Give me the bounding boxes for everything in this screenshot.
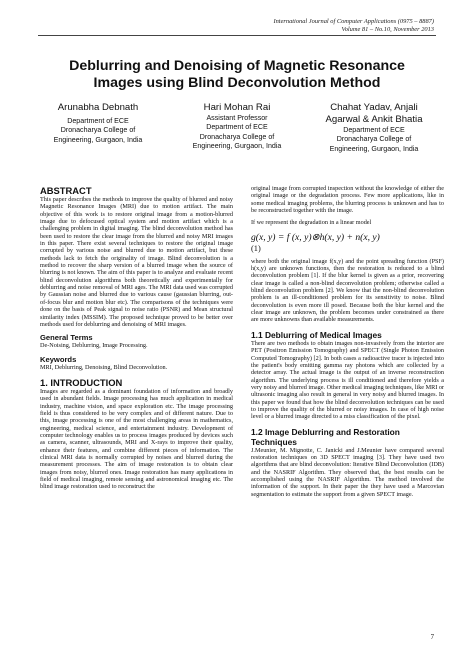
author-block-1 — [36, 102, 160, 145]
abstract-text: This paper describes the methods to improve the quality of blurred and noisy Magnetic Resonance Images (MRI) due to motion artifact. The main objective of this work is to restore original image from a motion-blurred image due to defocused optical system and motion artifact which is a challenging problem in digital imaging. The blind deconvolution method has been used to restore the clear image from the blurred and noisy MRI images in this paper. There exist several techniques to restore the original image corrupted by various noise and blurred due to motion artifact, but these methods lack to fetch the originality of image. Blind deconvolution is a method to recover the sharp version of a blurred image when the source of blurring is not known. The aim of this paper is to analyze and evaluate recent blind deconvolution algorithms both theoretically and experimentally for deblurring and noise removal of MRI ages. The MRI data used was corrupted by Gaussian noise and blurred due to various cause (gaussian blurring, out-of-focus blur and motion blur etc). The comparisons of the techniques were done on the basis of Peak signal to noise ratio (PSNR) and Mean structural similarity index (MSSIM). The proposed technique proved to be better over methods used for deblurring and denoising of MRI images. — [40, 196, 233, 328]
body-paragraph: J.Meunier, M. Mignotte, C. Janicki and J.Meunier have compared several restoration techniques on 3D SPECT imaging [3]. They have used two algorithms that are blind deconvolution: Iterative Blind Deconvolution (IDB) and the NASRIF Algorithm. They observed that, the best results can be accomplished using the NASRIF Algorithm. The method involved the information of the support. In their paper the they have used a Marcovian segmentation to estimate the support from a given SPECT image. — [251, 446, 444, 498]
body-paragraph: If we represent the degradation in a linear model — [251, 219, 372, 227]
author-affiliation: Dronacharya College of — [199, 132, 275, 141]
author-affiliation: Dronacharya College of — [336, 135, 412, 144]
right-column — [251, 185, 444, 498]
introduction-text: Images are regarded as a dominant foundation of information and broadly used in abundant fields. Image processing has much application in medical industry, machine vision, and space exploration etc. The image processing field is thus considered to be very complex and of different nature. Due to this, image processing is one of the most challenging areas in mathematics, engineering, medical science, and entertainment industry. Development of computer technology enables us to process images produced by devices such as camera, scanner, ultrasounds, MRI and X-rays to improve their quality, enhance their features, and combine different pieces of information. The clinical MRI data is normally corrupted by noises and blurred during the measurement processes. The aim of image restoration is to obtain clear images from noisy, blurred ones. Image restoration has many applications in field of medical imaging, remote sensing and astronomical imaging etc. The blind image restoration used to reconstruct the — [40, 387, 233, 491]
author-role: Assistant Professor — [206, 114, 268, 122]
header-rule — [38, 35, 436, 36]
general-terms-text: De-Noising, Deblurring, Image Processing. — [40, 342, 148, 350]
volume-info: Volume 81 – No.10, November 2013 — [341, 26, 434, 33]
author-name: Arunabha Debnath — [57, 102, 139, 113]
paper-title — [30, 58, 444, 92]
author-name: Chahat Yadav, Anjali — [330, 102, 418, 113]
equation-number: (1) — [251, 243, 261, 253]
keywords-heading: Keywords — [40, 354, 77, 364]
author-affiliation-2: Engineering, Gurgaon, India — [53, 135, 143, 144]
general-terms-heading: General Terms — [40, 333, 93, 343]
body-paragraph: where both the original image f(x,y) and the point spreading function (PSF) h(x,y) are unknown functions, then the restoration is reduced to a blind deconvolution problem [1]. If the blur kernel is given as a prior, recovering clear image is called a non-blind deconvolution problem; otherwise called a blind deconvolution problem [2]. We know that the non-blind deconvolution problem is an ill-conditioned problem for its sensitivity to noise. Blind deconvolution is even more ill posed. Because both the blur kernel and the clear image are unknown, the problem becomes under constrained as there are more unknowns than available measurements. — [251, 257, 444, 324]
author-affiliation-2: Engineering, Gurgaon, India — [329, 144, 419, 153]
author-block-3 — [308, 102, 440, 154]
author-dept: Department of ECE — [343, 126, 405, 134]
section-heading-1-2: 1.2 Image Deblurring and Restoration — [251, 426, 400, 437]
author-name: Hari Mohan Rai — [203, 102, 271, 113]
author-affiliation: Dronacharya College of — [60, 126, 136, 135]
journal-name: International Journal of Computer Applications (0975 – 8887) — [273, 18, 434, 25]
equation: g(x, y) = f (x, y)⊗h(x, y) + n(x, y) — [251, 231, 380, 243]
body-paragraph: There are two methods to obtain images non-invasively from the interior are PET (Positron Emission Tomography) and SPECT (Single Photon Emission Computed Tomography) [2]. In both cases a radioactive tracer is injected into the patient's body emitting gamma ray photons which are collected by a detector array. The actual image is the output of an inverse reconstruction algorithm. The underlying process is ill conditioned and therefore yields a very noisy and blurred image. Other medical imaging techniques, like MRI or ultrasonic imaging also result in general in very noisy and blurred images. In this paper we found that how the blind deconvolution techniques can be used to improve the quality of the blurred or noisy images. In case of high noise level or a blurred image directed to a miss classification of the pixel. — [251, 339, 444, 421]
keywords-text: MRI, Deblurring, Denoising, Blind Deconvolution. — [40, 363, 168, 371]
page-number: 7 — [430, 634, 434, 641]
left-column — [40, 185, 233, 491]
introduction-heading: 1. INTRODUCTION — [40, 376, 123, 388]
author-affiliation-2: Engineering, Gurgaon, India — [192, 142, 282, 151]
body-paragraph: original image from corrupted inspection without the knowledge of either the original image or the degradation process. Few more applications, like in some medical imaging problems, the blurring process is unknown and has to be reconstructed together with the image. — [251, 185, 444, 215]
author-name-2: Agarwal & Ankit Bhatia — [325, 114, 423, 125]
author-block-2 — [178, 102, 296, 152]
title-line-1: Deblurring and Denoising of Magnetic Resonance — [69, 58, 405, 74]
running-header — [273, 18, 434, 34]
title-line-2: Images using Blind Deconvolution Method — [93, 75, 381, 91]
author-dept: Department of ECE — [67, 117, 129, 125]
section-heading-1-1: 1.1 Deblurring of Medical Images — [251, 329, 382, 340]
section-heading-1-2-cont: Techniques — [251, 436, 297, 447]
author-dept: Department of ECE — [206, 123, 268, 132]
abstract-heading: ABSTRACT — [40, 185, 92, 196]
